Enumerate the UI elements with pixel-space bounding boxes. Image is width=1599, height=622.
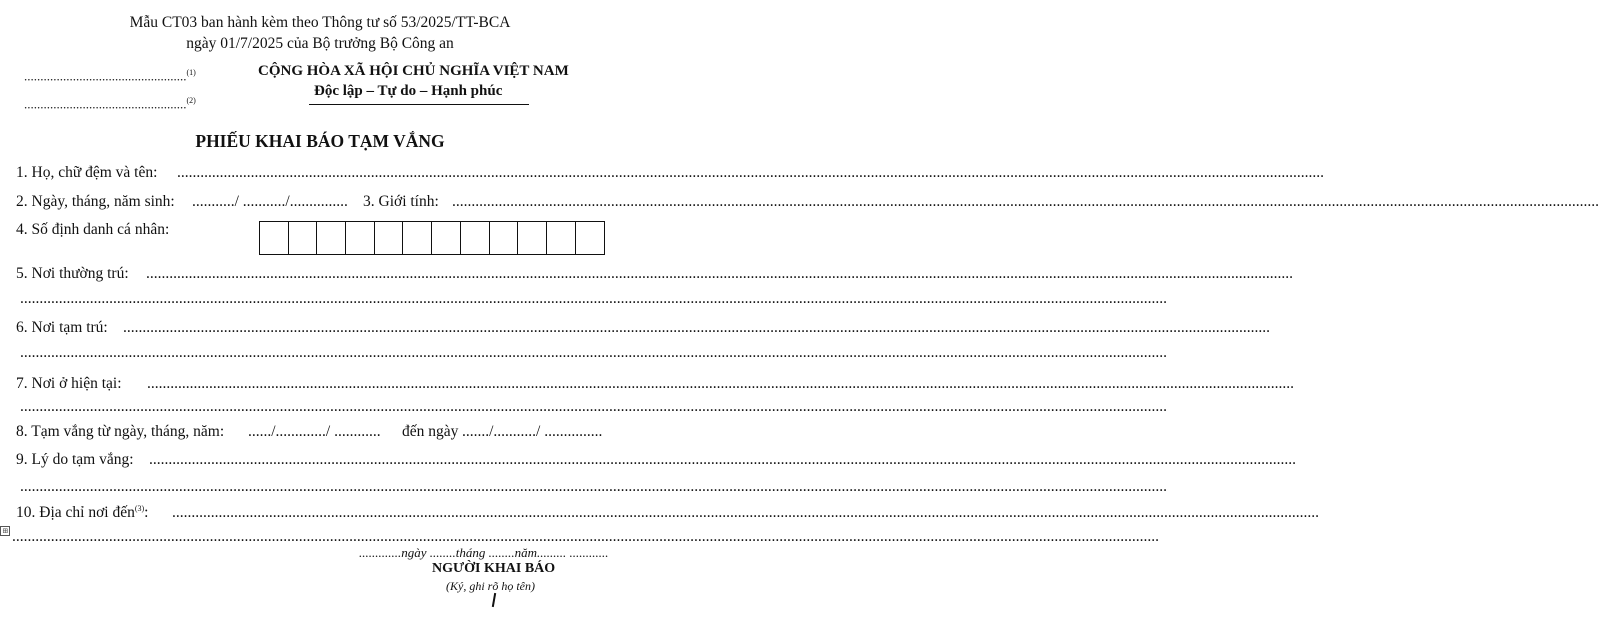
field-absence-period-label: 8. Tạm vắng từ ngày, tháng, năm:: [16, 423, 225, 440]
field-birth-date-label: 2. Ngày, tháng, năm sinh:: [16, 193, 175, 210]
field-current-residence-label: 7. Nơi ở hiện tại:: [16, 375, 122, 392]
personal-id-boxes[interactable]: [259, 221, 605, 255]
note-2: (2): [186, 96, 196, 105]
signer-instruction: (Ký, ghi rõ họ tên): [446, 579, 535, 593]
id-digit-box[interactable]: [403, 222, 432, 254]
id-digit-box[interactable]: [490, 222, 519, 254]
national-title: CỘNG HÒA XÃ HỘI CHỦ NGHĨA VIỆT NAM: [258, 63, 569, 79]
motto-underline: [309, 104, 529, 105]
field-gender-label: 3. Giới tính:: [363, 193, 439, 210]
id-digit-box[interactable]: [518, 222, 547, 254]
id-digit-box[interactable]: [317, 222, 346, 254]
absence-to-label: đến ngày: [402, 423, 459, 440]
field-full-name-label: 1. Họ, chữ đệm và tên:: [16, 164, 158, 181]
permanent-residence-input-line-2[interactable]: ........................................................................................................................................................................................................................................................................................................: [20, 290, 1167, 307]
full-name-input[interactable]: ........................................................................................................................................................................................................................................................................................................: [177, 164, 1324, 181]
id-digit-box[interactable]: [375, 222, 404, 254]
note-1: (1): [186, 68, 196, 77]
issuing-authority-line: [24, 68, 196, 84]
birth-date-input[interactable]: .........../ .........../...............: [192, 193, 348, 210]
id-digit-box[interactable]: [461, 222, 490, 254]
field-absence-reason-label: 9. Lý do tạm vắng:: [16, 451, 134, 468]
signer-title: NGƯỜI KHAI BÁO: [432, 561, 556, 576]
registering-authority-dots: ..................................................: [24, 96, 187, 112]
gender-input[interactable]: ........................................................................................................................................................................................................................................................................................................: [452, 193, 1599, 210]
permanent-residence-input[interactable]: ........................................................................................................................................................................................................................................................................................................: [146, 265, 1293, 282]
field-personal-id-label: 4. Số định danh cá nhân:: [16, 221, 170, 238]
signature-mark: [492, 593, 496, 607]
absence-from-date-input[interactable]: ....../............./ ............: [248, 423, 381, 440]
form-title: PHIẾU KHAI BÁO TẠM VẮNG: [195, 131, 445, 151]
temporary-residence-input[interactable]: ........................................................................................................................................................................................................................................................................................................: [123, 319, 1270, 336]
id-digit-box[interactable]: [432, 222, 461, 254]
temporary-residence-input-line-2[interactable]: ........................................................................................................................................................................................................................................................................................................: [20, 344, 1167, 361]
destination-label-text: 10. Địa chỉ nơi đến: [16, 504, 135, 522]
absence-reason-input[interactable]: ........................................................................................................................................................................................................................................................................................................: [149, 451, 1296, 468]
form-reference-line-1: Mẫu CT03 ban hành kèm theo Thông tư số 53/2025/TT-BCA: [129, 14, 511, 31]
field-temporary-residence-label: 6. Nơi tạm trú:: [16, 319, 108, 336]
current-residence-input[interactable]: ........................................................................................................................................................................................................................................................................................................: [147, 375, 1294, 392]
id-digit-box[interactable]: [260, 222, 289, 254]
id-digit-box[interactable]: [547, 222, 576, 254]
national-motto: Độc lập – Tự do – Hạnh phúc: [314, 83, 503, 99]
destination-input-line-2[interactable]: ........................................................................................................................................................................................................................................................................................................: [12, 528, 1159, 545]
id-digit-box[interactable]: [346, 222, 375, 254]
destination-colon: :: [144, 504, 149, 522]
destination-input[interactable]: ........................................................................................................................................................................................................................................................................................................: [172, 504, 1319, 521]
absence-reason-input-line-2[interactable]: ........................................................................................................................................................................................................................................................................................................: [20, 478, 1167, 495]
id-digit-box[interactable]: [289, 222, 318, 254]
id-digit-box[interactable]: [576, 222, 605, 254]
current-residence-input-line-2[interactable]: ........................................................................................................................................................................................................................................................................................................: [20, 398, 1167, 415]
registering-authority-line: [24, 96, 196, 112]
signature-date-line[interactable]: .............ngày ........tháng ........năm......... ............: [359, 545, 609, 560]
absence-to-date-input[interactable]: ......./.........../ ...............: [462, 423, 603, 440]
note-3: (3): [134, 504, 145, 513]
form-reference-line-2: ngày 01/7/2025 của Bộ trưởng Bộ Công an: [186, 35, 454, 52]
table-anchor-icon: ⊞: [0, 526, 10, 536]
field-destination-label: [16, 504, 148, 522]
issuing-authority-dots: ..................................................: [24, 68, 187, 84]
field-permanent-residence-label: 5. Nơi thường trú:: [16, 265, 129, 282]
